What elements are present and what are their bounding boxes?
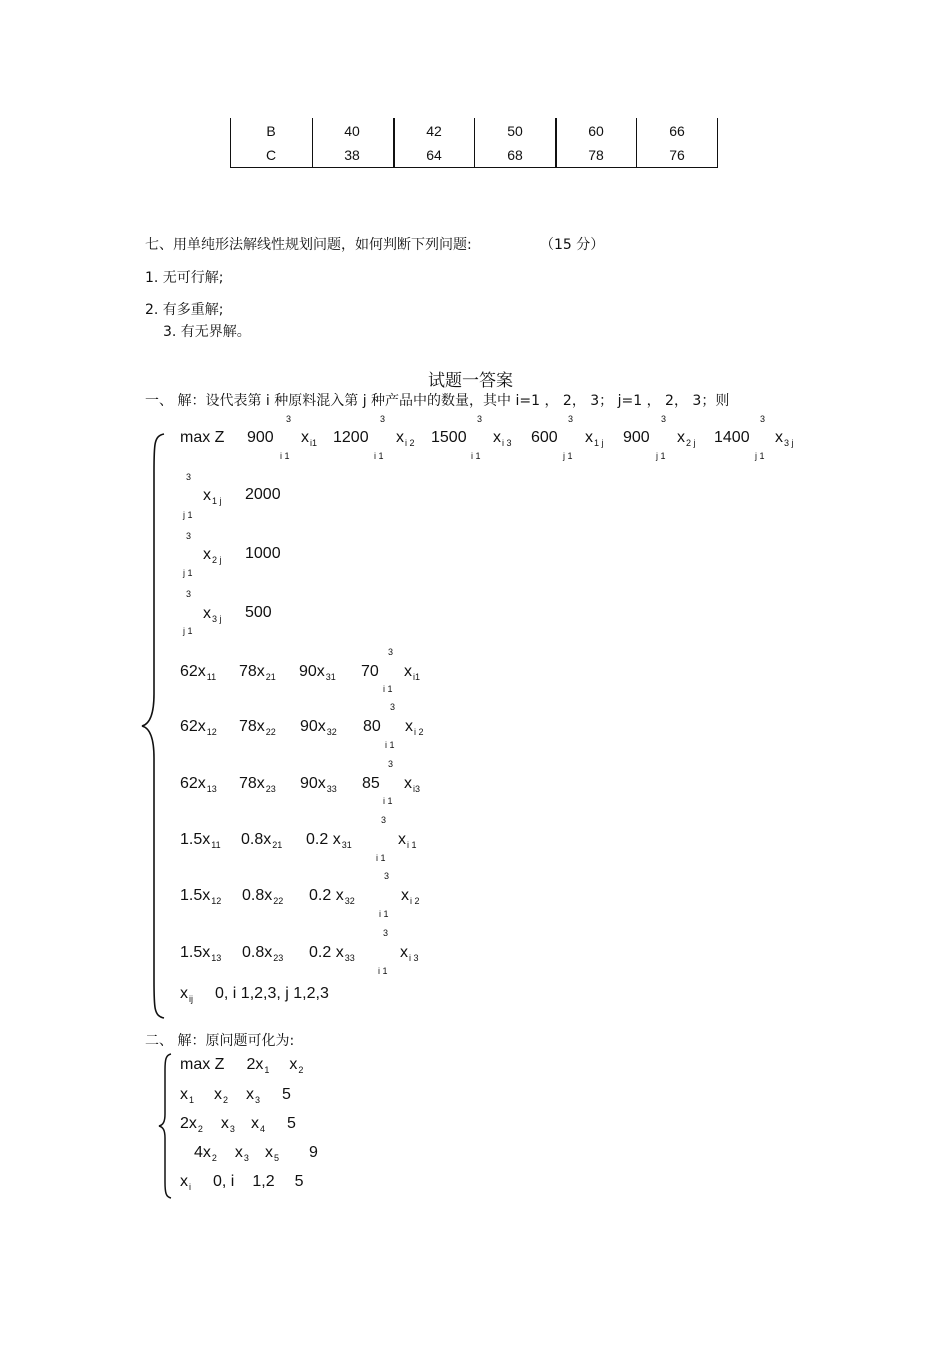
sum-lower-limit: i 1	[383, 796, 393, 806]
constraint-var: $x_{i3}$	[404, 775, 421, 794]
sum-lower-limit: j 1	[563, 451, 573, 461]
sum-upper-limit: 3	[186, 472, 192, 482]
objective-coef: 1400	[714, 429, 750, 446]
constraint-term: $62x_{11}$	[180, 663, 217, 682]
sum-lower-limit: i 1	[383, 684, 393, 694]
constraint-term: $78x_{21}$	[239, 663, 276, 682]
sum-lower-limit: i 1	[280, 451, 290, 461]
table-cell: 64	[426, 147, 442, 163]
constraint-term: $90x_{32}$	[300, 718, 337, 737]
sum-upper-limit: 3	[568, 414, 574, 424]
table-cell: 38	[344, 147, 360, 163]
table-row-label: B	[266, 123, 276, 139]
table-cell: 40	[344, 123, 360, 139]
constraint-term: $0.8x_{23}$	[242, 944, 284, 963]
sum-upper-limit: 3	[661, 414, 667, 424]
sum-upper-limit: 3	[388, 759, 394, 769]
sum-upper-limit: 3	[760, 414, 766, 424]
table-cell: 78	[588, 147, 604, 163]
constraint-var: $x_{i 2}$	[401, 887, 420, 906]
constraint-term: $1.5x_{11}$	[180, 831, 221, 850]
left-brace	[157, 1052, 177, 1200]
sum-lower-limit: i 1	[374, 451, 384, 461]
sum-upper-limit: 3	[286, 414, 292, 424]
answer-2-line: max Z $2x_1$ $x_2$	[180, 1056, 304, 1075]
table-cell: 60	[588, 123, 604, 139]
constraint-var: $x_{1 j}$	[203, 487, 222, 506]
score-table	[230, 118, 718, 168]
sum-upper-limit: 3	[390, 702, 396, 712]
constraint-term: $62x_{13}$	[180, 775, 217, 794]
sum-lower-limit: i 1	[379, 909, 389, 919]
sum-lower-limit: j 1	[183, 510, 193, 520]
answer-2-line: $x_i$ 0, i 1,2 5	[180, 1173, 304, 1192]
constraint-coef: 85	[362, 775, 380, 792]
constraint-term: $90x_{33}$	[300, 775, 337, 794]
left-brace	[140, 432, 170, 1020]
constraint-var: $x_{i1}$	[404, 663, 421, 682]
constraint-term: $78x_{22}$	[239, 718, 276, 737]
constraint-var: $x_{i 2}$	[405, 718, 424, 737]
table-cell: 68	[507, 147, 523, 163]
sum-lower-limit: i 1	[376, 853, 386, 863]
sum-upper-limit: 3	[384, 871, 390, 881]
answers-title: 试题一答案	[428, 371, 513, 391]
constraint-term: 0.2 $x_{33}$	[309, 944, 355, 963]
constraint-coef: 80	[363, 718, 381, 735]
sum-lower-limit: j 1	[183, 626, 193, 636]
answer-2-line: $4x_2$ $x_3$ $x_5$ 9	[194, 1144, 318, 1163]
table-border-right	[717, 118, 718, 168]
objective-coef: 900	[623, 429, 650, 446]
table-row-label: C	[265, 147, 277, 163]
sum-upper-limit: 3	[388, 647, 394, 657]
table-cell: 42	[426, 123, 442, 139]
objective-var: $x_{3 j}$	[775, 429, 794, 448]
objective-var: $x_{i1}$	[301, 429, 318, 448]
table-cell: 66	[669, 123, 685, 139]
question-7-text: 七、用单纯形法解线性规划问题，如何判断下列问题:	[145, 237, 472, 253]
answer-1-intro: 一、 解：设代表第 i 种原料混入第 j 种产品中的数量，其中 i=1 ， 2， 3； j=1 ， 2， 3；则	[145, 393, 730, 409]
constraint-var: $x_{3 j}$	[203, 605, 222, 624]
constraint-term: $78x_{23}$	[239, 775, 276, 794]
constraint-rhs: 1000	[245, 545, 281, 562]
sum-lower-limit: j 1	[183, 568, 193, 578]
sum-lower-limit: i 1	[471, 451, 481, 461]
constraint-var: $x_{i 3}$	[400, 944, 419, 963]
constraint-term: $1.5x_{12}$	[180, 887, 222, 906]
table-cell: 50	[507, 123, 523, 139]
sum-lower-limit: i 1	[378, 966, 388, 976]
sum-upper-limit: 3	[186, 589, 192, 599]
objective-coef: 1500	[431, 429, 467, 446]
sum-upper-limit: 3	[381, 815, 387, 825]
objective-var: $x_{i 2}$	[396, 429, 415, 448]
sum-lower-limit: j 1	[656, 451, 666, 461]
question-7-item: 1. 无可行解;	[145, 270, 224, 286]
objective-var: $x_{1 j}$	[585, 429, 604, 448]
sum-upper-limit: 3	[380, 414, 386, 424]
constraint-rhs: 2000	[245, 486, 281, 503]
answer-2-line: $2x_2$ $x_3$ $x_4$ 5	[180, 1115, 296, 1134]
constraint-term: $1.5x_{13}$	[180, 944, 222, 963]
constraint-rhs: 500	[245, 604, 272, 621]
objective-var: $x_{i 3}$	[493, 429, 512, 448]
sum-upper-limit: 3	[186, 531, 192, 541]
question-7-item: 2. 有多重解;	[145, 302, 224, 318]
objective-coef: 1200	[333, 429, 369, 446]
constraint-coef: 70	[361, 663, 379, 680]
sum-lower-limit: j 1	[755, 451, 765, 461]
constraint-term: 0.2 $x_{31}$	[306, 831, 352, 850]
question-7-score: （15 分）	[540, 237, 605, 253]
question-7-item: 3. 有无界解。	[163, 324, 251, 340]
answer-2-line: $x_1$ $x_2$ $x_3$ 5	[180, 1086, 291, 1105]
table-border-bottom	[230, 167, 718, 168]
answer-2-intro: 二、 解：原问题可化为:	[145, 1033, 295, 1049]
objective-coef: 600	[531, 429, 558, 446]
table-cell: 76	[669, 147, 685, 163]
constraint-var: $x_{2 j}$	[203, 546, 222, 565]
objective-var: $x_{2 j}$	[677, 429, 696, 448]
constraint-term: $0.8x_{21}$	[241, 831, 283, 850]
constraint-var: $x_{i 1}$	[398, 831, 417, 850]
objective-coef: 900	[247, 429, 274, 446]
constraint-term: $62x_{12}$	[180, 718, 217, 737]
sum-upper-limit: 3	[477, 414, 483, 424]
constraint-term: $90x_{31}$	[299, 663, 336, 682]
objective-head: max Z	[180, 429, 225, 446]
nonnegativity-constraint: $x_{ij}$ 0, i 1,2,3, j 1,2,3	[180, 985, 329, 1004]
sum-lower-limit: i 1	[385, 740, 395, 750]
constraint-term: $0.8x_{22}$	[242, 887, 284, 906]
constraint-term: 0.2 $x_{32}$	[309, 887, 355, 906]
sum-upper-limit: 3	[383, 928, 389, 938]
